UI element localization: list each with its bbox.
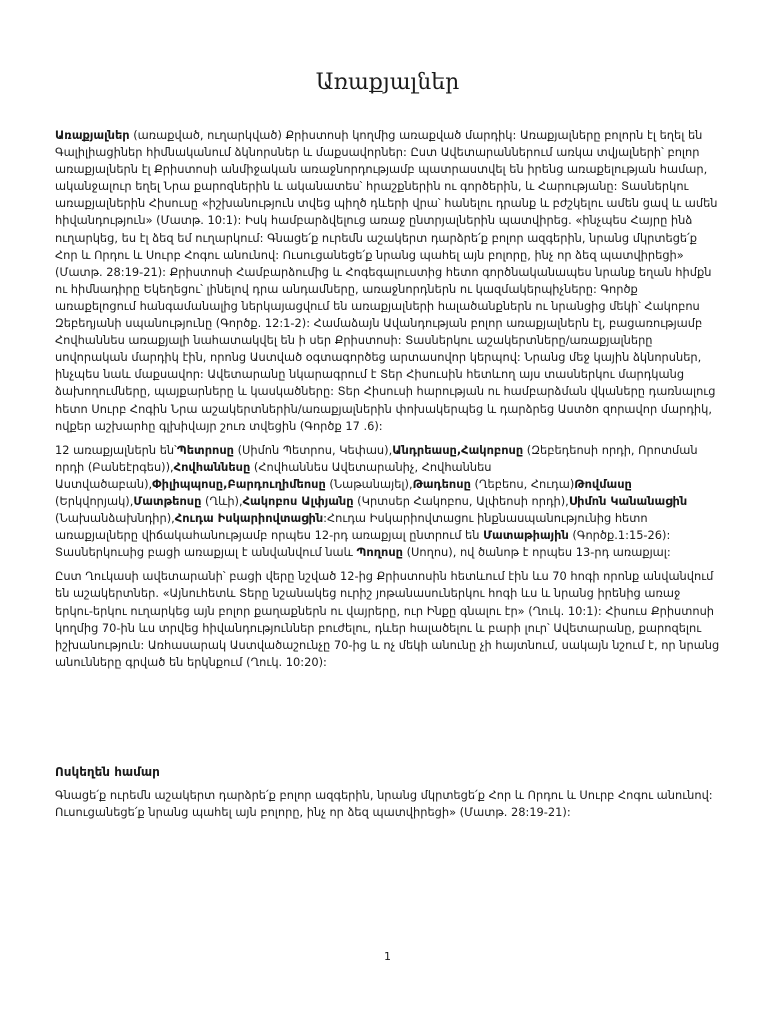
- apostle-name: Մատաթիային: [483, 528, 569, 543]
- apostle-name: Պետրոսը: [176, 442, 234, 457]
- intro-text: (առաքված, ուղարկված) Քրիստոսի կողմից առաքված մարդիկ: Առաքյալները բոլորն էլ եղել են Գալիլիացիներ հիմնականում ձկնորսներ և մաքսավորներ: Ըստ Ավետարաններում առկա տվյալների՝ բոլոր առաքյալներն էլ Քրիստոսի անմիջական առաջնորդությամբ պատրաստվել են իրենց առաքելության համար, ականջալուր եղել Նրա քարոզներին և ականատես՝ հրաշքներին ու գործերին, և Հարությանը: Տասներկու առաքյալներին Հիսուսը «իշխանություն տվեց պիղծ դևերի վրա՝ հանելու դրանք և բժշկելու ամեն ցավ և ամեն հիվանդություն» (Մատթ. 10:1): Իսկ համբարձվելուց առաջ ընտրյալներին պատվիրեց. «ինչպես Հայրը ինձ ուղարկեց, ես էլ ձեզ եմ ուղարկում: Գնացե՛ք ուրեմն աշակերտ դարձրե՛ք բոլոր ազգերին, նրանց մկրտեցե՛ք Հոր և Որդու և Սուրբ Հոգու անունով: Ուսուցանեցե՛ք նրանց պահել այն բոլորը, ինչ որ ձեզ պատվիրեցի» (Մատթ. 28:19-21): Քրիստոսի Համբարձումից և Հոգեգալուստից հետո գործնականապես նրանք եղան հիմքն ու հիմնադիրը Եկեղեցու՝ լինելով դրա անդամները, առաջնորդներն ու կազմակերպիչները: Գործք առաքելոցում հանգամանալից ներկայացվում են առաքյալների հալածանքներն ու նրանցից մեկի՝ Հակոբոս Զեբեդյանի սպանությունը (Գործք. 12:1-2): Համաձայն Ավանդության բոլոր առաքյալներն էլ, բացառությամբ Հովհաննես առաքյալի նահատակվել են ի սեր Քրիստոսի: Տասներկու աշակերտները/առաքյալները սովորական մարդիկ էին, որոնց Աստված օգտագործեց արտասովոր կերպով: Նրանց մեջ կային ձկնորսներ, ինչպես նաև մաքսավոր: Ավետարանը նկարագրում է Տեր Հիսուսին հետևող այս տասներկու մարդկանց ձախողումները, պայքարները և կասկածները: Տեր Հիսուսի հարության ու համբարձման վկաները դառնալուց հետո Սուրբ Հոգին Նրա աշակերտներին/առաքյալներին փոխակերպեց և դարձրեց Աստծո զորավոր մարդիկ, ովքեր աշխարհը գլխիվայր շուռ տվեցին (Գործք 17 .6):: [55, 128, 718, 433]
- apostle-note: (Սողոս), ով ծանոթ է որպես 13-րդ առաքյալ:: [402, 545, 671, 560]
- list-intro: 12 առաքյալներն են՝: [55, 442, 177, 457]
- apostle-name: Հուդա Իսկարիովտացին: [174, 511, 324, 526]
- apostle-note: (Նաթանայել),: [325, 476, 413, 491]
- page-title: Առաքյալներ: [315, 70, 460, 95]
- document-body: [55, 127, 720, 678]
- apostle-name: Հակոբոս Ալփյանը: [242, 493, 354, 508]
- apostle-note: (Ղեբեոս, Հուդա): [470, 476, 575, 491]
- document-page: [55, 0, 720, 1024]
- apostle-note: (Գործք.1:15-26): Տասներկուսից բացի առաքյալ է անվանվում նաև: [55, 528, 671, 560]
- apostle-note: (Ղևի),: [201, 493, 243, 508]
- apostle-name: Փիլիպպոսը,Բարդուղիմեոսը: [152, 476, 326, 491]
- section-heading: Ոսկեղեն համար: [55, 765, 160, 779]
- apostle-note: :Հուդա Իսկարիովտացու ինքնասպանությունից հետո առաքյալները վիճակահանությամբ որպես 12-րդ առաքյալ ընտրում են: [55, 511, 648, 543]
- intro-paragraph: [55, 127, 720, 435]
- apostles-list-paragraph: [55, 442, 720, 562]
- seventy-disciples-paragraph: Ըստ Ղուկասի ավետարանի՝ բացի վերը նշված 12-ից Քրիստոսին հետևում էին ևս 70 հոգի որոնք անվանվում են աշակերտներ. «Այնուհետև Տերը նշանակեց ուրիշ յոթանասուներկու հոգի ևս և նրանց իրենից առաջ երկու-երկու ուղարկեց այն բոլոր քաղաքներն ու վայրերը, ուր Ինքը գնալու էր» (Ղուկ. 10:1): Հիսուս Քրիստոսի կողմից 70-ին ևս տրվեց հիվանդություններ բուժելու, դևեր հալածելու և բարի լուր՝ Ավետարանը, քարոզելու իշխանություն: Առհասարակ Աստվածաշունչը 70-ից և ոչ մեկի անունը չի հայտնում, սակայն նշում է, որ նրանց անունները գրված են երկնքում (Ղուկ. 10:20):: [55, 569, 720, 669]
- apostle-note: (Հովհաննես Ավետարանիչ, Հովհաննես Աստվածաբան),: [55, 459, 492, 491]
- apostle-name: Թադեոսը: [412, 476, 471, 491]
- apostle-name: Պողոսը: [356, 545, 403, 560]
- apostle-name: Անդրեասը,Հակոբոսը: [392, 442, 524, 457]
- apostle-name: Մատթեոսը: [133, 493, 202, 508]
- apostle-note: (Երկվորյակ),: [55, 493, 134, 508]
- page-number: 1: [384, 950, 391, 963]
- apostle-note: (Կրտսեր Հակոբոս, Ալփեոսի որդի),: [353, 493, 569, 508]
- apostle-note: (Նախանձախնդիր),: [55, 511, 175, 526]
- apostle-name: Թովմասը: [574, 476, 632, 491]
- apostle-name: Հովհաննեսը: [173, 459, 251, 474]
- apostle-note: (Զեբեդեոսի որդի, Որոտման որդի (Բանեէրգես)),: [55, 442, 698, 474]
- section-text: Գնացե՛ք ուրեմն աշակերտ դարձրե՛ք բոլոր ազգերին, նրանց մկրտեցե՛ք Հոր և Որդու և Սուրբ Հոգու անունով: Ուսուցանեցե՛ք նրանց պահել այն բոլորը, ինչ որ ձեզ պատվիրեցի» (Մատթ. 28:19-21):: [55, 788, 713, 820]
- lead-term: Առաքյալներ: [55, 128, 130, 142]
- apostle-note: (Սիմոն Պետրոս, Կեփաս),: [233, 442, 393, 457]
- apostle-name: Սիմոն Կանանացին: [568, 493, 688, 508]
